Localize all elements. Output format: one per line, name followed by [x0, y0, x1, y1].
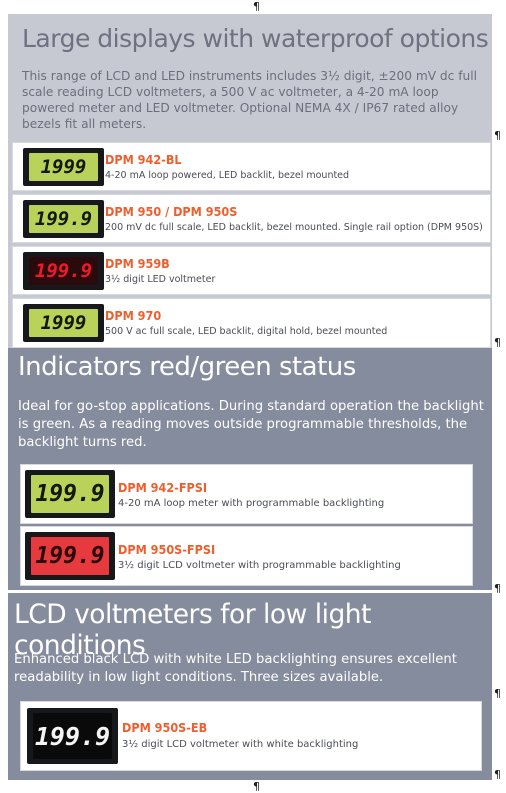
product-name: DPM 970 — [105, 308, 162, 323]
display-readout: 1999 — [29, 309, 98, 337]
product-name: DPM 942-BL — [105, 152, 182, 167]
pilcrow-mark: ¶ — [253, 0, 260, 13]
pilcrow-mark: ¶ — [253, 780, 260, 793]
product-card — [20, 701, 482, 771]
product-name: DPM 950S-FPSI — [118, 542, 216, 557]
product-description: 4-20 mA loop meter with programmable backlighting — [118, 498, 385, 509]
product-name: DPM 950 / DPM 950S — [105, 204, 238, 219]
product-name: DPM 950S-EB — [122, 720, 208, 735]
product-description: 3½ digit LCD voltmeter with programmable backlighting — [118, 560, 401, 571]
display-image — [23, 252, 104, 290]
section-title: Large displays with waterproof options — [22, 24, 489, 53]
display-image — [25, 532, 115, 580]
display-image — [27, 708, 118, 764]
display-readout: 1999 — [29, 153, 98, 181]
pilcrow-mark: ¶ — [494, 582, 501, 595]
section-body: Enhanced black LCD with white LED backlighting ensures excellent readability in low light conditions. Three sizes available. — [14, 652, 457, 685]
product-description: 3½ digit LED voltmeter — [105, 274, 216, 285]
product-name: DPM 959B — [105, 256, 170, 271]
section-body: This range of LCD and LED instruments includes 3½ digit, ±200 mV dc full scale reading LCD voltmeters, a 500 V ac voltmeter, a 4-20 mA loop powered meter and LED voltmeter. Optional NEMA 4X / IP67 rated alloy bezels fit all meters. — [22, 69, 478, 131]
display-image — [23, 304, 104, 342]
display-image — [23, 148, 104, 186]
pilcrow-mark: ¶ — [494, 687, 501, 700]
product-card — [12, 246, 491, 295]
product-description: 4-20 mA loop powered, LED backlit, bezel mounted — [105, 170, 350, 181]
product-card — [12, 298, 491, 348]
product-card — [20, 464, 473, 524]
product-card — [12, 194, 491, 243]
section-title: Indicators red/green status — [18, 352, 356, 382]
pilcrow-mark: ¶ — [494, 768, 501, 781]
product-description: 3½ digit LCD voltmeter with white backlighting — [122, 739, 359, 750]
display-image — [25, 470, 115, 518]
section-waterproof-displays — [8, 14, 492, 348]
section-title: LCD voltmeters for low light conditions — [14, 599, 371, 661]
section-red-green-indicators — [8, 348, 492, 590]
display-readout: 199.9 — [33, 713, 112, 759]
pilcrow-mark: ¶ — [494, 129, 501, 142]
product-description: 200 mV dc full scale, LED backlit, bezel mounted. Single rail option (DPM 950S) — [105, 222, 483, 233]
display-readout: 199.9 — [31, 475, 109, 513]
section-body: Ideal for go-stop applications. During standard operation the backlight is green. As a reading moves outside programmable thresholds, the backlight turns red. — [18, 399, 484, 450]
product-card — [20, 526, 473, 586]
display-readout: 199.9 — [29, 257, 98, 285]
section-low-light-voltmeters — [8, 593, 492, 780]
display-readout: 199.9 — [29, 205, 98, 233]
pilcrow-mark: ¶ — [494, 336, 501, 349]
product-card — [12, 142, 491, 191]
display-readout: 199.9 — [31, 537, 109, 575]
product-name: DPM 942-FPSI — [118, 480, 208, 495]
display-image — [23, 200, 104, 238]
product-description: 500 V ac full scale, LED backlit, digital hold, bezel mounted — [105, 326, 388, 337]
